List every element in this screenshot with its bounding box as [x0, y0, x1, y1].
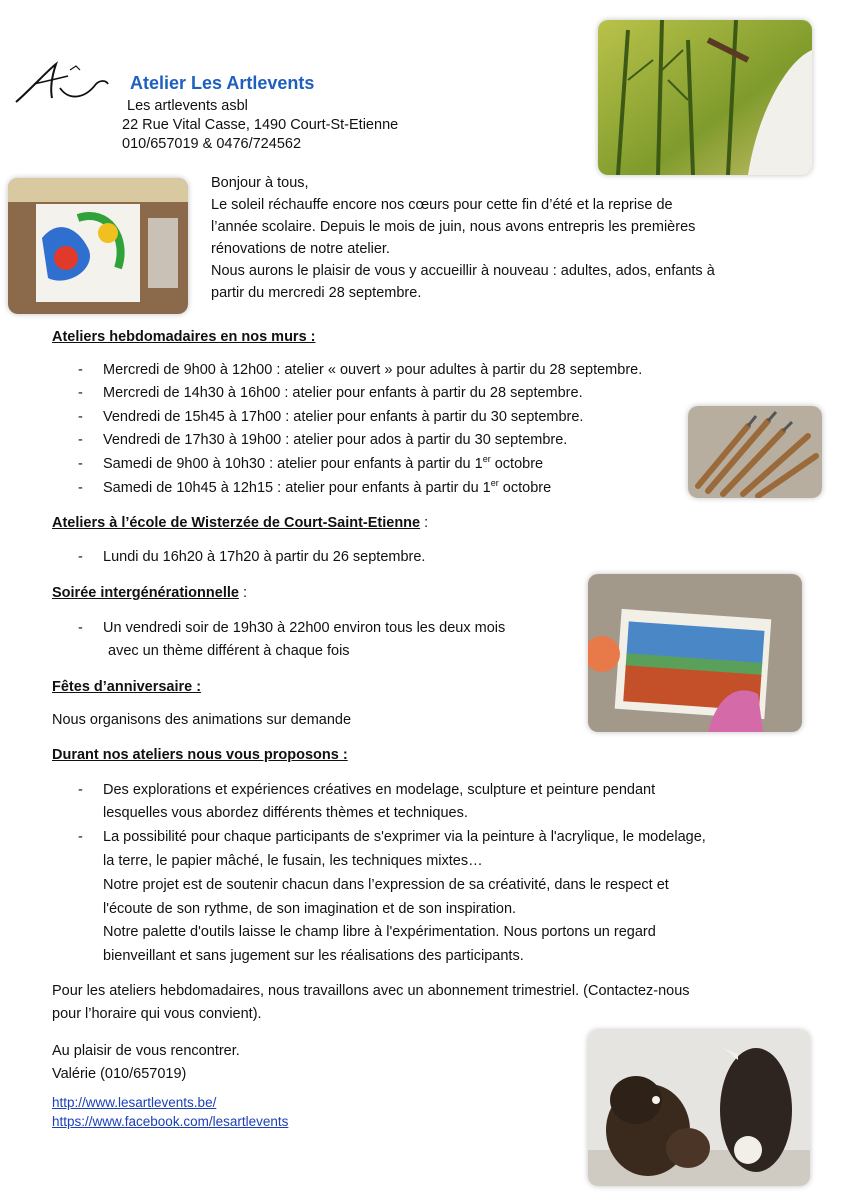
- closing-line: pour l’horaire qui vous convient).: [52, 1006, 262, 1022]
- birthday-text: Nous organisons des animations sur demande: [52, 712, 352, 728]
- photo-sculpting-tools: [688, 406, 822, 498]
- school-heading-line: [52, 512, 428, 534]
- photo-child-painting: [8, 178, 188, 314]
- weekly-item: Vendredi de 17h30 à 19h00 : atelier pour ados à partir du 30 septembre.: [103, 432, 568, 448]
- offer-line: Des explorations et expériences créatives en modelage, sculpture et peinture pendant: [103, 782, 656, 798]
- bullet-dash: -: [78, 362, 83, 378]
- heading-colon: :: [238, 585, 248, 601]
- offer-line: Notre projet est de soutenir chacun dans l’expression de sa créativité, dans le respect et: [103, 877, 669, 893]
- intro-line: rénovations de notre atelier.: [211, 241, 390, 257]
- soiree-line: Un vendredi soir de 19h30 à 22h00 environ tous les deux mois: [103, 620, 506, 636]
- intro-line: partir du mercredi 28 septembre.: [211, 285, 422, 301]
- bullet-dash: -: [78, 480, 83, 496]
- ordinal-suffix: er: [482, 454, 491, 464]
- bullet-dash: -: [78, 409, 83, 425]
- bullet-dash: -: [78, 385, 83, 401]
- offer-line: l'écoute de son rythme, de son imagination et de son inspiration.: [103, 901, 517, 917]
- org-address: 22 Rue Vital Casse, 1490 Court-St-Etienne: [122, 117, 399, 133]
- facebook-link[interactable]: https://www.facebook.com/lesartlevents: [52, 1114, 289, 1129]
- website-link[interactable]: http://www.lesartlevents.be/: [52, 1095, 217, 1110]
- closing-greeting: Au plaisir de vous rencontrer.: [52, 1043, 240, 1059]
- photo-clay-sculptures: [588, 1030, 810, 1186]
- intro-line: Le soleil réchauffe encore nos cœurs pour cette fin d’été et la reprise de: [211, 197, 673, 213]
- weekly-item-text: octobre: [490, 456, 544, 472]
- soiree-line: avec un thème différent à chaque fois: [108, 643, 350, 659]
- org-legal-name: Les artlevents asbl: [127, 98, 248, 114]
- bullet-dash: -: [78, 829, 83, 845]
- weekly-item-text: octobre: [498, 480, 552, 496]
- offer-line: la terre, le papier mâché, le fusain, les techniques mixtes…: [103, 853, 483, 869]
- weekly-item: Vendredi de 15h45 à 17h00 : atelier pour enfants à partir du 30 septembre.: [103, 409, 584, 425]
- closing-signature: Valérie (010/657019): [52, 1066, 187, 1082]
- org-title: Atelier Les Artlevents: [130, 73, 315, 93]
- weekly-item: Mercredi de 14h30 à 16h00 : atelier pour enfants à partir du 28 septembre.: [103, 385, 583, 401]
- weekly-item: Mercredi de 9h00 à 12h00 : atelier « ouvert » pour adultes à partir du 28 septembre.: [103, 362, 643, 378]
- school-heading: Ateliers à l’école de Wisterzée de Court-Saint-Etienne: [52, 515, 421, 531]
- intro-line: Nous aurons le plaisir de vous y accueillir à nouveau : adultes, ados, enfants à: [211, 263, 715, 279]
- intro-line: l’année scolaire. Depuis le mois de juin, nous avons entrepris les premières: [211, 219, 696, 235]
- bullet-dash: -: [78, 432, 83, 448]
- weekly-heading: Ateliers hebdomadaires en nos murs :: [52, 329, 316, 345]
- weekly-item-text: Samedi de 9h00 à 10h30 : atelier pour enfants à partir du 1: [103, 456, 483, 472]
- bullet-dash: -: [78, 456, 83, 472]
- soiree-heading-line: [52, 582, 247, 604]
- bullet-dash: -: [78, 620, 83, 636]
- offer-heading: Durant nos ateliers nous vous proposons :: [52, 747, 348, 763]
- offer-line: lesquelles vous abordez différents thèmes et techniques.: [103, 805, 468, 821]
- bullet-dash: -: [78, 782, 83, 798]
- weekly-item-text: Samedi de 10h45 à 12h15 : atelier pour enfants à partir du 1: [103, 480, 491, 496]
- offer-line: La possibilité pour chaque participants de s'exprimer via la peinture à l'acrylique, le modelage,: [103, 829, 706, 845]
- logo-mark: [12, 58, 112, 106]
- ordinal-suffix: er: [490, 478, 499, 488]
- intro-greeting: Bonjour à tous,: [211, 175, 309, 191]
- offer-line: Notre palette d'outils laisse le champ libre à l'expérimentation. Nous portons un regard: [103, 924, 656, 940]
- weekly-item-saturday-2: [103, 477, 551, 499]
- soiree-heading: Soirée intergénérationnelle: [52, 585, 239, 601]
- photo-landscape-painting: [588, 574, 802, 732]
- heading-colon: :: [420, 515, 429, 531]
- school-item: Lundi du 16h20 à 17h20 à partir du 26 septembre.: [103, 549, 426, 565]
- bullet-dash: -: [78, 549, 83, 565]
- weekly-item-saturday-1: [103, 453, 543, 475]
- org-phones: 010/657019 & 0476/724562: [122, 136, 302, 152]
- offer-line: bienveillant et sans jugement sur les réalisations des participants.: [103, 948, 524, 964]
- birthday-heading: Fêtes d’anniversaire :: [52, 679, 202, 695]
- closing-line: Pour les ateliers hebdomadaires, nous travaillons avec un abonnement trimestriel. (Contactez-nous: [52, 983, 690, 999]
- photo-painting-trees: [598, 20, 812, 175]
